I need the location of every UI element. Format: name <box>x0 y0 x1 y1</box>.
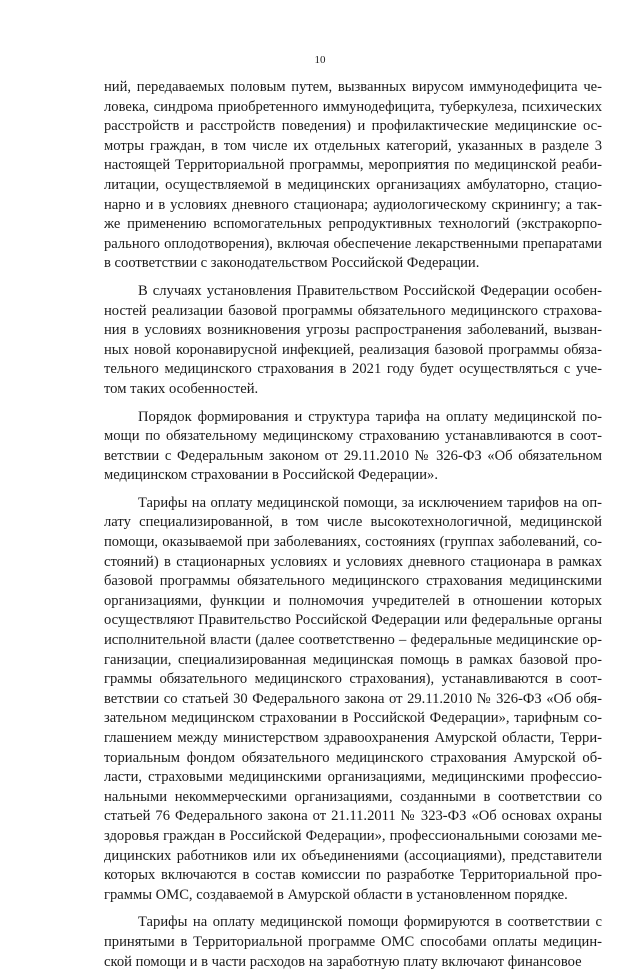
paragraph <box>104 494 602 905</box>
text-line: ностей реализации базовой программы обязательного медицинского страхова- <box>104 302 602 319</box>
paragraph-gap <box>104 905 602 913</box>
text-line: Порядок формирования и структура тарифа на оплату медицинской по- <box>138 408 602 425</box>
text-line: нарно и в условиях дневного стационара; аудиологическому скринингу; а так- <box>104 196 602 213</box>
text-line: осуществляют Правительство Российской Федерации или федеральные органы <box>104 612 602 629</box>
text-line: ветствии со статьей 30 Федерального закона от 29.11.2010 № 326-ФЗ «Об обя- <box>104 690 602 707</box>
text-line: базовой программы обязательного медицинского страхования медицинскими <box>104 573 602 590</box>
document-body <box>104 78 602 972</box>
text-line: мощи по обязательному медицинскому страхованию устанавливаются в соот- <box>104 428 602 445</box>
text-line: зательном медицинском страховании в Российской Федерации», тарифным со- <box>104 710 602 727</box>
text-line: ных новой коронавирусной инфекцией, реализация базовой программы обяза- <box>104 341 602 358</box>
paragraph <box>104 408 602 486</box>
text-line: исполнительной власти (далее соответственно – федеральные медицинские ор- <box>104 632 602 649</box>
paragraph-gap <box>104 274 602 282</box>
text-line: ния в условиях возникновения угрозы распространения заболеваний, вызван- <box>104 322 602 339</box>
text-line: медицинском страховании в Российской Федерации». <box>104 467 438 484</box>
text-line: нальными некоммерческими организациями, созданными в соответствии со <box>104 788 602 805</box>
text-line: Тарифы на оплату медицинской помощи, за исключением тарифов на оп- <box>138 494 602 511</box>
text-line: литации, осуществляемой в медицинских организациях амбулаторно, стацио- <box>104 176 602 193</box>
text-line: лату специализированной, в том числе высокотехнологичной, медицинской <box>104 514 602 531</box>
text-line: глашением между министерством здравоохранения Амурской области, Терри- <box>104 730 602 746</box>
text-line: ганизации, специализированная медицинская помощь в рамках базовой про- <box>104 651 602 668</box>
text-line: здоровья граждан в Российской Федерации», профессиональными союзами ме- <box>104 827 602 844</box>
text-line: ториальным фондом обязательного медицинского страхования Амурской об- <box>104 749 602 766</box>
text-line: организациями, функции и полномочия учредителей в отношении которых <box>104 592 602 609</box>
text-line: которых включаются в состав комиссии по разработке Территориальной про- <box>104 867 602 884</box>
paragraph-gap <box>104 486 602 494</box>
text-line: граммы ОМС, создаваемой в Амурской области в установленном порядке. <box>104 886 568 903</box>
text-line: расстройств и расстройств поведения) и профилактические медицинские ос- <box>104 118 602 135</box>
text-line: В случаях установления Правительством Российской Федерации особен- <box>138 282 602 299</box>
paragraph <box>104 913 602 972</box>
text-line: том таких особенностей. <box>104 380 259 397</box>
paragraph <box>104 282 602 400</box>
text-line: статьей 76 Федерального закона от 21.11.2011 № 323-ФЗ «Об основах охраны <box>104 808 602 825</box>
paragraph-gap <box>104 400 602 408</box>
text-line: ской помощи и в части расходов на заработную плату включают финансовое <box>104 953 582 970</box>
text-line: стояний) в стационарных условиях и условиях дневного стационара в рамках <box>104 553 602 570</box>
text-line: мотры граждан, в том числе их отдельных категорий, указанных в разделе 3 <box>104 137 602 154</box>
text-line: принятыми в Территориальной программе ОМС способами оплаты медицин- <box>104 933 602 950</box>
text-line: ловека, синдрома приобретенного иммунодефицита, туберкулеза, психических <box>104 98 602 115</box>
page-number: 10 <box>314 54 326 66</box>
text-line: в соответствии с законодательством Российской Федерации. <box>104 255 480 272</box>
text-line: же применению вспомогательных репродуктивных технологий (экстракорпо- <box>104 216 602 233</box>
text-line: настоящей Территориальной программы, мероприятия по медицинской реаби- <box>104 157 602 174</box>
text-line: Тарифы на оплату медицинской помощи формируются в соответствии с <box>138 914 602 931</box>
text-line: граммы обязательного медицинского страхования), устанавливаются в соот- <box>104 671 602 688</box>
text-line: тельного медицинского страхования в 2021 году будет осуществляться с уче- <box>104 361 602 378</box>
text-line: дицинских работников или их объединениями (ассоциациями), представители <box>104 847 602 864</box>
text-line: ний, передаваемых половым путем, вызванных вирусом иммунодефицита че- <box>104 79 602 95</box>
text-line: помощи, оказываемой при заболеваниях, состояниях (группах заболеваний, со- <box>104 534 602 551</box>
paragraph <box>104 78 602 274</box>
text-line: ветствии с Федеральным законом от 29.11.2010 № 326-ФЗ «Об обязательном <box>104 447 602 464</box>
text-line: ласти, страховыми медицинскими организациями, медицинскими профессио- <box>104 769 602 786</box>
text-line: рального оплодотворения), включая обеспечение лекарственными препаратами <box>104 235 602 252</box>
